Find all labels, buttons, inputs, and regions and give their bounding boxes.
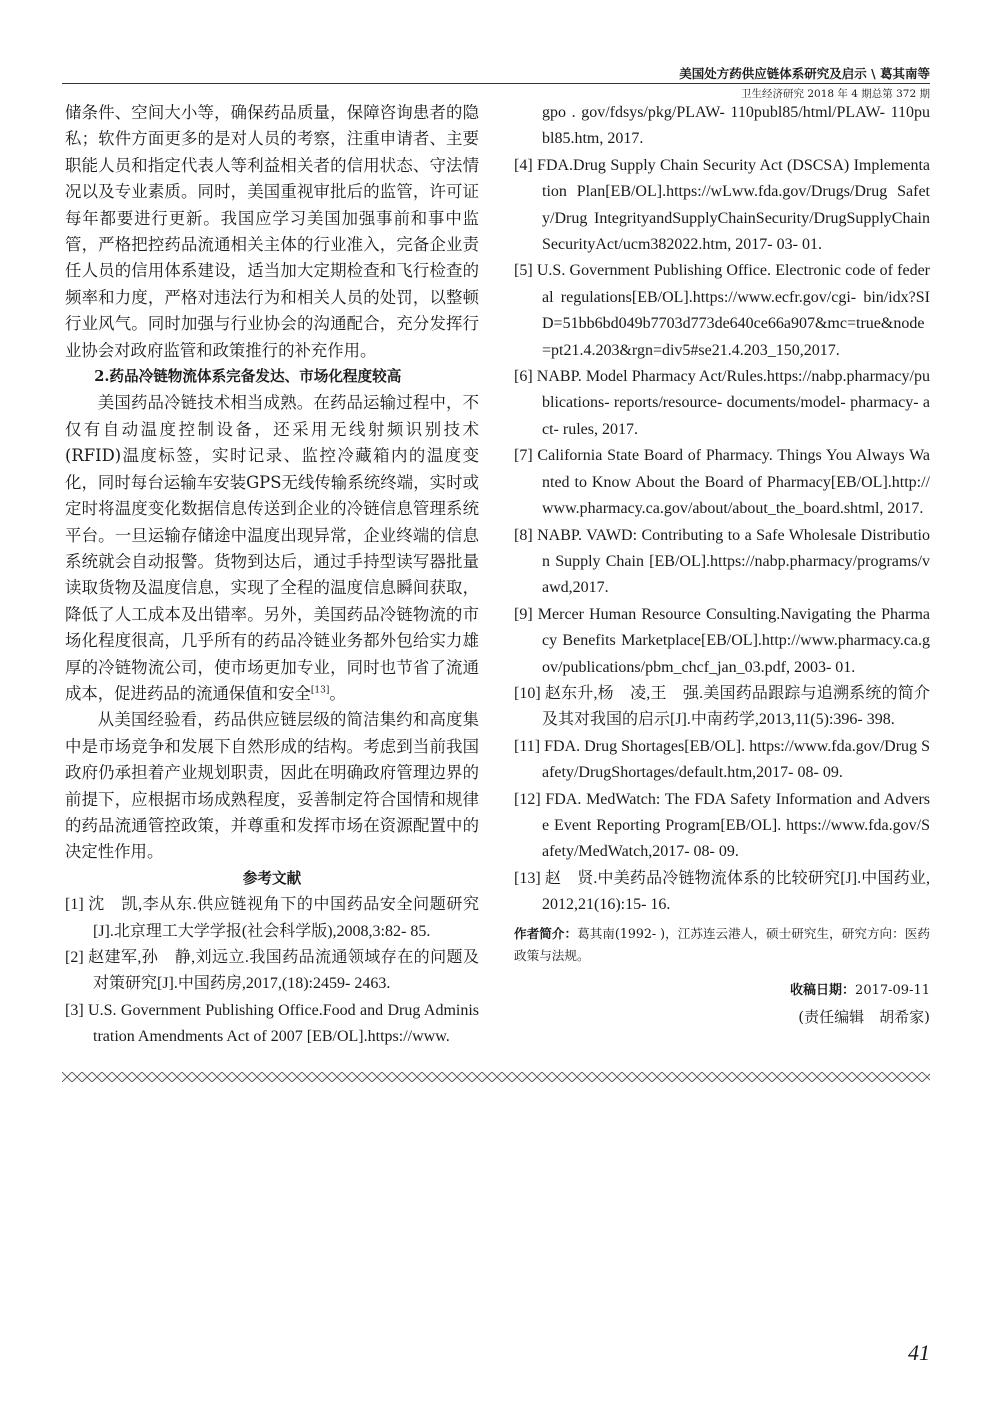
reference-12: [12] FDA. MedWatch: The FDA Safety Information and Adverse Event Reporting Program[EB/OL]. https://www.fda.gov/Safety/MedWatch,2017- 08- 09. [514,790,930,861]
responsible-editor: (责任编辑 胡希家) [798,1007,930,1026]
reference-3-continued: gpo . gov/fdsys/pkg/PLAW- 110publ85/html/PLAW- 110publ85.htm, 2017. [542,104,930,148]
references-heading: 参考文献 [242,869,302,887]
received-date-value: 2017-09-11 [855,982,930,998]
journal-issue-info: 卫生经济研究 2018 年 4 期总第 372 期 [741,88,930,100]
reference-13: [13] 赵 贤.中美药品冷链物流体系的比较研究[J].中国药业,2012,21(16):15- 16. [514,869,930,914]
section-subheading: 2.药品冷链物流体系完备发达、市场化程度较高 [94,368,402,386]
left-column [65,100,479,1051]
reference-11: [11] FDA. Drug Shortages[EB/OL]. https://www.fda.gov/Drug Safety/DrugShortages/default.htm,2017- 08- 09. [514,737,930,782]
body-paragraph-3: 从美国经验看，药品供应链层级的简洁集约和高度集中是市场竞争和发展下自然形成的结构。考虑到当前我国政府仍承担着产业规划职责，因此在明确政府管理边界的前提下，应根据市场成熟程度，妥善制定符合国情和规律的药品流通管控政策，并尊重和发挥市场在资源配置中的决定性作用。 [65,710,479,862]
reference-6: [6] NABP. Model Pharmacy Act/Rules.https://nabp.pharmacy/publications- reports/resource- documents/model- pharmacy- act- rules, 2017. [514,368,930,438]
author-bio [514,923,930,967]
reference-3: [3] U.S. Government Publishing Office.Food and Drug Administration Amendments Act of 2007 [EB/OL].https://www. [65,1001,479,1046]
decorative-divider [62,1072,930,1082]
reference-5: [5] U.S. Government Publishing Office. Electronic code of federal regulations[EB/OL].https://www.ecfr.gov/cgi- bin/idx?SID=51bb6bd049b7703d773de640ce66a907&mc=true&node=pt21.4.203&rgn=div5#se21.4.203_150,2017. [514,262,930,359]
reference-9: [9] Mercer Human Resource Consulting.Navigating the Pharmacy Benefits Marketplace[EB/OL].http://www.pharmacy.ca.gov/publications/pbm_chcf_jan_03.pdf, 2003- 01. [514,605,930,676]
received-date-label: 收稿日期： [790,982,856,998]
reference-8: [8] NABP. VAWD: Contributing to a Safe Wholesale Distribution Supply Chain [EB/OL].https://nabp.pharmacy/programs/vawd,2017. [514,526,930,597]
reference-4: [4] FDA.Drug Supply Chain Security Act (DSCSA) Implementation Plan[EB/OL].https://wLww.fda.gov/Drugs/Drug Safety/Drug IntegrityandSupplyChainSecurity/DrugSupplyChainSecurityAct/ucm382022.htm, 2017- 03- 01. [514,156,930,254]
author-bio-text: 葛其南(1992- )，江苏连云港人，硕士研究生，研究方向：医药政策与法规。 [514,925,930,963]
body-paragraph-1: 储条件、空间大小等，确保药品质量，保障咨询患者的隐私；软件方面更多的是对人员的考察，注重申请者、主要职能人员和指定代表人等利益相关者的信用状态、守法情况以及专业素质。同时，美国重视审批后的监管，许可证每年都要进行更新。我国应学习美国加强事前和事中监管，严格把控药品流通相关主体的行业准入，完备企业责任人员的信用体系建设，适当加大定期检查和飞行检查的频率和力度，严格对违法行为和相关人员的处罚，以整顿行业风气。同时加强与行业协会的沟通配合，充分发挥行业协会对政府监管和政策推行的补充作用。 [65,103,479,360]
reference-1: [1] 沈 凯,李从东.供应链视角下的中国药品安全问题研究[J].北京理工大学学报(社会科学版),2008,3:82- 85. [65,896,479,940]
received-date [514,979,930,1003]
right-column [514,100,930,1029]
header-divider [62,83,930,84]
page-number: 41 [908,1340,930,1365]
citation-13[interactable]: [13] [310,685,330,696]
author-bio-label: 作者简介： [514,925,578,941]
reference-2: [2] 赵建军,孙 静,刘远立.我国药品流通领域存在的问题及对策研究[J].中国药房,2017,(18):2459- 2463. [65,949,479,993]
reference-7: [7] California State Board of Pharmacy. Things You Always Wanted to Know About the Board of Pharmacy[EB/OL].http://www.pharmacy.ca.gov/about/about_the_board.shtml, 2017. [514,447,930,518]
reference-10: [10] 赵东升,杨 凌,王 强.美国药品跟踪与追溯系统的简介及其对我国的启示[J].中南药学,2013,11(5):396- 398. [514,684,930,729]
paragraph-2-end: 。 [329,683,346,703]
running-header-title: 美国处方药供应链体系研究及启示 \ 葛其南等 [679,66,930,81]
paragraph-2-text: 美国药品冷链技术相当成熟。在药品运输过程中，不仅有自动温度控制设备，还采用无线射频识别技术(RFID)温度标签，实时记录、监控冷藏箱内的温度变化，同时每台运输车安装GPS无线传输系统终端，实时或定时将温度变化数据信息传送到企业的冷链信息管理系统平台。一旦运输存储途中温度出现异常，企业终端的信息系统就会自动报警。货物到达后，通过手持型读写器批量读取货物及温度信息，实现了全程的温度信息瞬间获取，降低了人工成本及出错率。另外，美国药品冷链物流的市场化程度很高，几乎所有的药品冷链业务都外包给实力雄厚的冷链物流公司，使市场更加专业，同时也节省了流通成本，促进药品的流通保值和安全 [65,393,479,703]
body-paragraph-2 [65,390,479,707]
